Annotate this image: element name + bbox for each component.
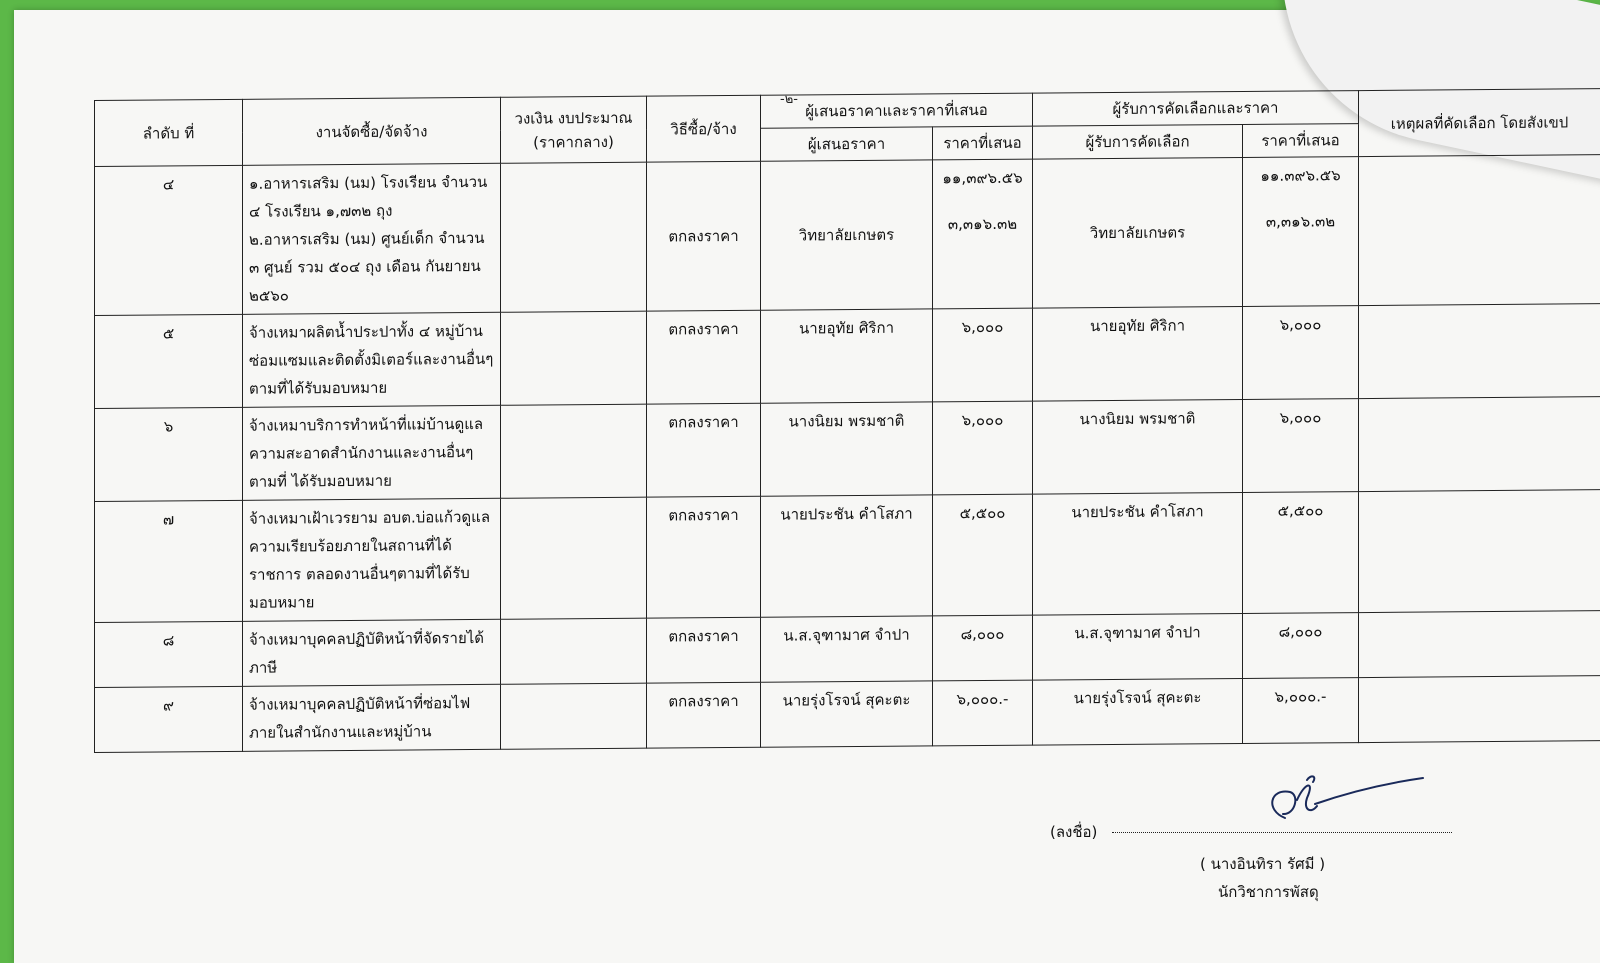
budget-cell xyxy=(501,311,647,405)
header-selected-price: ราคาที่เสนอ xyxy=(1243,124,1359,158)
header-bidders-group: ผู้เสนอราคาและราคาที่เสนอ xyxy=(761,93,1033,128)
selected-cell: นายอุทัย ศิริกา xyxy=(1033,306,1243,401)
procurement-table-container xyxy=(94,88,1600,742)
bid-price-cell: ๘,๐๐๐ xyxy=(933,615,1033,681)
selected-price-cell xyxy=(1243,157,1359,307)
table-row xyxy=(95,397,1600,502)
method-cell: ตกลงราคา xyxy=(647,161,761,311)
table-row xyxy=(95,611,1600,688)
bidder-cell: นางนิยม พรมชาติ xyxy=(761,402,933,496)
selected-price-cell: ๖,๐๐๐ xyxy=(1243,306,1359,400)
method-cell: ตกลงราคา xyxy=(647,310,761,404)
method-cell: ตกลงราคา xyxy=(647,682,761,748)
work-description: จ้างเหมาบุคคลปฏิบัติหน้าที่จัดรายได้ ภาษี xyxy=(243,619,501,686)
signer-name: ( นางอินทิรา รัศมี ) xyxy=(1200,855,1326,873)
row-number: ๕ xyxy=(95,314,243,408)
bidder-cell: นายอุทัย ศิริกา xyxy=(761,309,933,403)
work-description: จ้างเหมาผลิตน้ำประปาทั้ง ๔ หมู่บ้าน ซ่อมแซมและติดตั้งมิเตอร์และงานอื่นๆ ตามที่ได้รับมอบหมาย xyxy=(243,312,501,407)
table-row xyxy=(95,676,1600,753)
selected-price-cell: ๘,๐๐๐ xyxy=(1243,613,1359,679)
reason-cell xyxy=(1359,155,1600,306)
reason-cell xyxy=(1359,304,1600,399)
selected-cell: นายรุ่งโรจน์ สุคะตะ xyxy=(1033,678,1243,745)
price-value: ๑๑.๓๙๖.๕๖ xyxy=(1260,166,1341,185)
header-bid-price: ราคาที่เสนอ xyxy=(933,126,1033,160)
selected-cell: วิทยาลัยเกษตร xyxy=(1033,157,1243,308)
price-value: ๑๑,๓๙๖.๕๖ xyxy=(942,168,1023,188)
signature-mark xyxy=(1245,770,1425,830)
reason-cell xyxy=(1359,490,1600,613)
header-work: งานจัดซื้อ/จัดจ้าง xyxy=(243,97,501,165)
bid-price-cell: ๖,๐๐๐ xyxy=(933,401,1033,495)
header-bidder: ผู้เสนอราคา xyxy=(761,127,933,161)
work-description xyxy=(243,163,501,314)
header-reason: เหตุผลที่คัดเลือก โดยสังเขป xyxy=(1359,89,1600,157)
signature-label: (ลงชื่อ) xyxy=(1050,823,1098,841)
price-value: ๓,๓๑๖.๓๒ xyxy=(947,214,1018,234)
selected-price-cell: ๖,๐๐๐.- xyxy=(1243,678,1359,744)
header-selected-group: ผู้รับการคัดเลือกและราคา xyxy=(1033,91,1359,127)
work-line: ๒.อาหารเสริม (นม) ศูนย์เด็ก จำนวน ๓ ศูนย์ รวม ๕๐๔ ถุง เดือน กันยายน ๒๕๖๐ xyxy=(249,228,485,305)
reason-cell xyxy=(1359,611,1600,678)
method-cell: ตกลงราคา xyxy=(647,617,761,683)
work-description: จ้างเหมาเฝ้าเวรยาม อบต.บ่อแก้วดูแล ความเรียบร้อยภายในสถานที่ได้ราชการ ตลอดงานอื่นๆตามที่ได้รับมอบหมาย xyxy=(243,498,501,621)
reason-cell xyxy=(1359,397,1600,492)
header-budget: วงเงิน งบประมาณ (ราคากลาง) xyxy=(501,96,647,163)
row-number: ๔ xyxy=(95,165,243,315)
bid-price-cell: ๖,๐๐๐.- xyxy=(933,680,1033,746)
work-description: จ้างเหมาบริการทำหน้าที่แม่บ้านดูแล ความสะอาดสำนักงานและงานอื่นๆตามที่ ได้รับมอบหมาย xyxy=(243,405,501,500)
header-selected: ผู้รับการคัดเลือก xyxy=(1033,124,1243,159)
table-row xyxy=(95,155,1600,316)
table-row xyxy=(95,490,1600,623)
method-cell: ตกลงราคา xyxy=(647,403,761,497)
reason-cell xyxy=(1359,676,1600,743)
budget-cell xyxy=(501,683,647,749)
budget-cell xyxy=(501,162,647,312)
signature-block xyxy=(1050,770,1470,910)
price-value: ๓,๓๑๖.๓๒ xyxy=(1265,212,1336,231)
method-cell: ตกลงราคา xyxy=(647,496,761,618)
selected-cell: น.ส.จุฑามาศ จำปา xyxy=(1033,613,1243,680)
signature-line xyxy=(1112,832,1452,833)
procurement-table xyxy=(94,88,1600,753)
page-number: -๒- xyxy=(780,92,798,107)
budget-cell xyxy=(501,404,647,498)
budget-cell xyxy=(501,497,647,619)
bidder-cell: น.ส.จุฑามาศ จำปา xyxy=(761,616,933,682)
bidder-cell: นายรุ่งโรจน์ สุคะตะ xyxy=(761,681,933,747)
budget-cell xyxy=(501,618,647,684)
bidder-cell: นายประชัน คำโสภา xyxy=(761,495,933,617)
row-number: ๗ xyxy=(95,500,243,622)
row-number: ๘ xyxy=(95,621,243,687)
work-line: ๑.อาหารเสริม (นม) โรงเรียน จำนวน ๔ โรงเรียน ๑,๗๓๒ ถุง xyxy=(249,172,488,221)
table-row xyxy=(95,304,1600,409)
bidder-cell: วิทยาลัยเกษตร xyxy=(761,160,933,310)
selected-cell: นายประชัน คำโสภา xyxy=(1033,492,1243,615)
header-order: ลำดับ ที่ xyxy=(95,99,243,166)
bid-price-cell: ๕,๕๐๐ xyxy=(933,494,1033,616)
selected-price-cell: ๖,๐๐๐ xyxy=(1243,399,1359,493)
work-description: จ้างเหมาบุคคลปฏิบัติหน้าที่ซ่อมไฟ ภายในสำนักงานและหมู่บ้าน xyxy=(243,684,501,751)
selected-cell: นางนิยม พรมชาติ xyxy=(1033,399,1243,494)
row-number: ๙ xyxy=(95,686,243,752)
row-number: ๖ xyxy=(95,407,243,501)
bid-price-cell: ๖,๐๐๐ xyxy=(933,308,1033,402)
signer-position: นักวิชาการพัสดุ xyxy=(1218,883,1319,901)
bid-price-cell xyxy=(933,159,1033,309)
selected-price-cell: ๕,๕๐๐ xyxy=(1243,492,1359,614)
header-method: วิธีซื้อ/จ้าง xyxy=(647,95,761,162)
